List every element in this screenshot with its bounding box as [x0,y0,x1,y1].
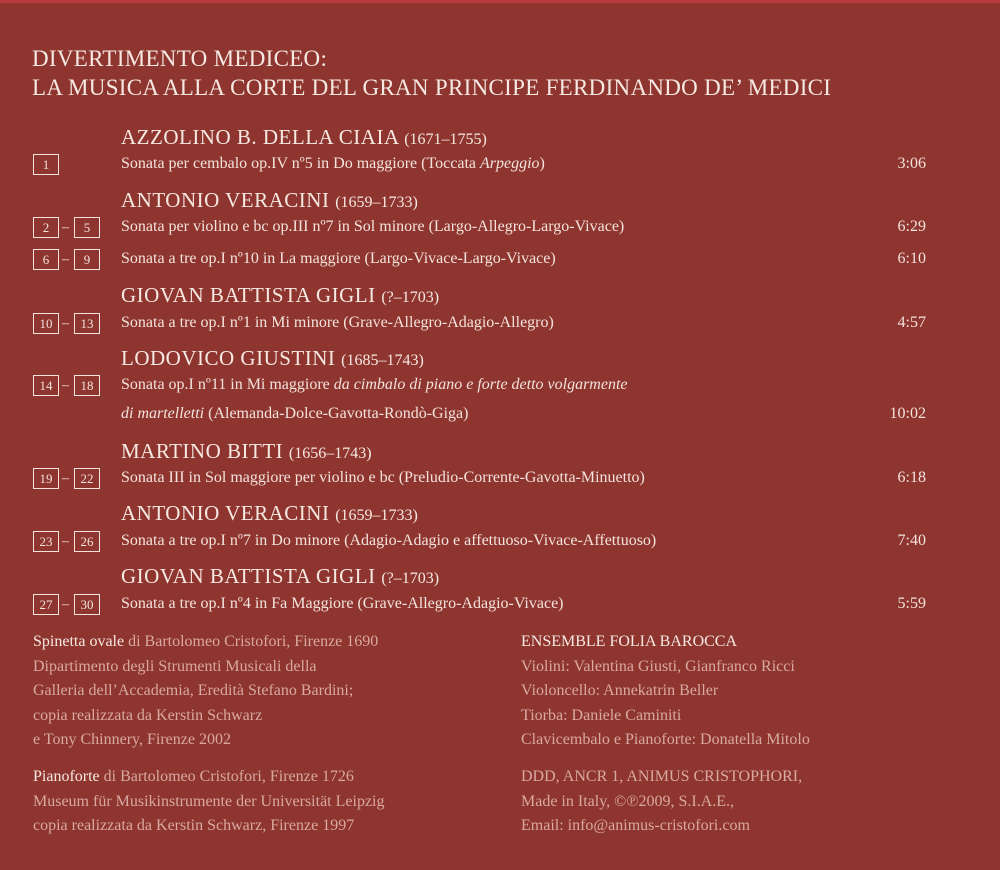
track-number-box: 9 [74,249,100,270]
track-number-box: 5 [74,217,100,238]
composer-heading [121,501,418,526]
track-duration: 7:40 [897,532,926,549]
work-title: Sonata III in Sol maggiore per violino e bc (Preludio-Corrente-Gavotta-Minuetto) [121,469,645,486]
composer-dates: (?–1703) [381,570,440,587]
track-duration: 10:02 [889,405,926,422]
work-title-italic: di martelletti [121,405,205,422]
composer-name: GIOVAN BATTISTA GIGLI [121,283,376,307]
pianoforte-label: Pianoforte [33,768,100,785]
track-number-box: 1 [33,154,59,175]
work-title: Sonata per cembalo op.IV nº5 in Do maggiore (Toccata Arpeggio) [121,155,545,172]
album-title [32,44,831,102]
composer-heading [121,188,418,213]
work-title: Sonata a tre op.I nº1 in Mi minore (Grave-Allegro-Adagio-Allegro) [121,314,554,331]
label-info: DDD, ANCR 1, ANIMUS CRISTOPHORI, Made in Italy, ©℗2009, S.I.A.E., Email: info@animus-cristofori.com [521,768,803,835]
work-title: Sonata op.I nº11 in Mi maggiore da cimbalo di piano e forte detto volgarmente [121,376,628,393]
track-duration: 4:57 [897,314,926,331]
composer-name: AZZOLINO B. DELLA CIAIA [121,125,399,149]
work-title-italic: da cimbalo di piano e forte detto volgarmente [333,376,628,393]
track-range-dash: – [62,471,69,486]
work-title-italic: Arpeggio [479,155,540,172]
work-title-continued: di martelletti (Alemanda-Dolce-Gavotta-Rondò-Giga) [121,405,469,422]
composer-heading [121,564,439,589]
track-number-box: 6 [33,249,59,270]
composer-dates: (1659–1733) [335,507,418,524]
album-title-line1: DIVERTIMENTO MEDICEO: [32,46,328,71]
track-number-box: 30 [74,594,100,615]
track-range-dash: – [62,316,69,331]
track-duration: 5:59 [897,595,926,612]
work-title: Sonata per violino e bc op.III nº7 in Sol minore (Largo-Allegro-Largo-Vivace) [121,218,625,235]
work-title: Sonata a tre op.I nº4 in Fa Maggiore (Grave-Allegro-Adagio-Vivace) [121,595,564,612]
composer-heading [121,346,424,371]
composer-dates: (1671–1755) [404,131,487,148]
track-number-box: 10 [33,313,59,334]
track-number-box: 14 [33,375,59,396]
composer-name: GIOVAN BATTISTA GIGLI [121,564,376,588]
composer-dates: (1685–1743) [341,352,424,369]
spinetta-label: Spinetta ovale [33,633,125,650]
work-title: Sonata a tre op.I nº7 in Do minore (Adagio-Adagio e affettuoso-Vivace-Affettuoso) [121,532,657,549]
composer-name: MARTINO BITTI [121,439,284,463]
track-range-dash: – [62,534,69,549]
work-title: Sonata a tre op.I nº10 in La maggiore (Largo-Vivace-Largo-Vivace) [121,250,556,267]
track-number-box: 2 [33,217,59,238]
composer-dates: (1656–1743) [288,445,372,462]
composer-heading [121,439,372,464]
track-number-box: 19 [33,468,59,489]
composer-heading [121,125,487,150]
track-number-box: 23 [33,531,59,552]
composer-name: ANTONIO VERACINI [121,501,330,525]
top-border [0,0,1000,3]
track-range-dash: – [62,252,69,267]
track-duration: 3:06 [897,155,926,172]
track-number-box: 27 [33,594,59,615]
ensemble-name: ENSEMBLE FOLIA BAROCCA [521,633,738,650]
ensemble-credits: ENSEMBLE FOLIA BAROCCA Violini: Valentina Giusti, Gianfranco Ricci Violoncello: Annekatrin Beller Tiorba: Daniele Caminiti Clavicembalo e Pianoforte: Donatella Mitolo [521,633,810,749]
track-number-box: 13 [74,313,100,334]
track-number-box: 22 [74,468,100,489]
spinetta-credits: Spinetta ovale di Bartolomeo Cristofori, Firenze 1690 Dipartimento degli Strumenti Musicali della Galleria dell’Accademia, Eredità Stefano Bardini; copia realizzata da Kerstin Schwarz e Tony Chinnery, Firenze 2002 [33,633,379,749]
track-duration: 6:10 [897,250,926,267]
track-duration: 6:29 [897,218,926,235]
album-title-line2: LA MUSICA ALLA CORTE DEL GRAN PRINCIPE FERDINANDO DE’ MEDICI [32,75,832,100]
composer-dates: (1659–1733) [335,194,418,211]
composer-name: ANTONIO VERACINI [121,188,330,212]
track-range-dash: – [62,220,69,235]
track-range-dash: – [62,597,69,612]
email-text: Email: info@animus-cristofori.com [521,817,750,835]
track-number-box: 26 [74,531,100,552]
track-range-dash: – [62,378,69,393]
composer-dates: (?–1703) [381,289,440,306]
track-duration: 6:18 [897,469,926,486]
composer-heading [121,283,439,308]
pianoforte-credits: Pianoforte di Bartolomeo Cristofori, Firenze 1726 Museum für Musikinstrumente der Universität Leipzig copia realizzata da Kerstin Schwarz, Firenze 1997 [33,768,385,835]
track-number-box: 18 [74,375,100,396]
composer-name: LODOVICO GIUSTINI [121,346,336,370]
